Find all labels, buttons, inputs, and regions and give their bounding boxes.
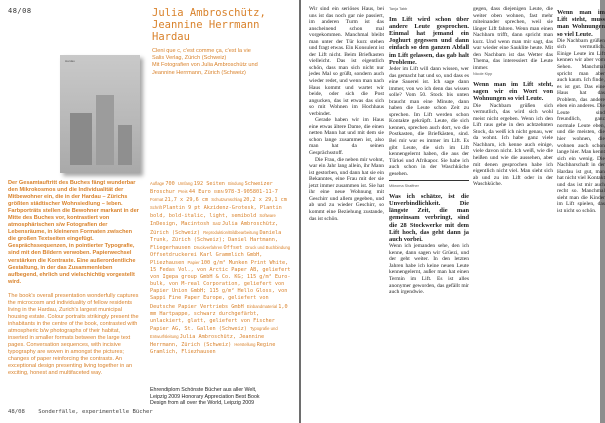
subtitle-line: Salis Verlag, Zürich (Schweiz) (152, 55, 227, 62)
spec-label: Schutzumschlag (211, 197, 244, 203)
project-title (152, 7, 292, 43)
title-line: Julia Ambroschütz, (152, 7, 266, 19)
spec-label: Auflage (150, 181, 166, 186)
spec-value: Offset (223, 244, 246, 251)
spec-value: 978-3-905801-11-7 (224, 189, 278, 196)
spec-value: InDesign, Macintosh (150, 221, 213, 228)
text-column (389, 6, 469, 416)
spec-label: Papier (187, 259, 201, 265)
spec-label: Bindung (228, 181, 245, 186)
spec-label: Druck und Buchbindung (245, 244, 291, 250)
quote-heading: Wenn man im Lift steht, sagen wir ein Wort von Wohnungen so viel Leute. (473, 81, 553, 103)
spec-value: Offsetdruckerei Karl Grammlich GmbH, Pliezhausen (150, 251, 263, 266)
subtitle-line: Cleni que c, c'est comme ça, c'est la vie (152, 48, 251, 54)
description-text (8, 180, 140, 384)
spec-value: 100 g/m² Munken Print White, 15 Fedas Vol., von Arctic Paper AB, geliefert von Igepa group GmbH & Co. KG; 115 g/m² Euro-bulk, von M-real Corporation, geliefert von Papier Union GmbH; 115 g/m² Hello Gloss, von Sappi Fine Paper Europe, geliefert von Deutsche Papier Vertriebs GmbH (150, 259, 291, 310)
body-paragraph: Jeder im Lift will dann wissen, wer das gemacht hat und so, und dass es eine Sauerei ist. Ich sage dann immer, von wo ich denn das wissen solle? Vom 50. Stock bis unten braucht man eine Minute, dann haben die Leute schon Zeit zu sprechen. Im Lift werden schon Kontakte gekrüpft. Leute, die sich kennen, sprechen auch dort, wo die Postkasten, die Briefkästen, sind. Bei mir war es immer im Lift. Es gibt Leute, die sich im Lift kennengelernt haben, die aus der Türkei und Afrikapor. Sie habe ich auch schon in der Waschküche gesehen. (389, 65, 469, 177)
spec-value: Daniela Trunk, Zürich (Schweiz); Daniel Hartmann, Fliegerhausen (150, 229, 282, 251)
spec-value: Julia Ambroschütz, Zürich (Schweiz) (150, 221, 279, 236)
book-cover-title: Hardau (65, 59, 75, 63)
spec-label: Typografie und Entwurfsleitung (150, 325, 278, 339)
spec-label: Preis (178, 189, 189, 195)
page-footer (8, 409, 153, 415)
spec-value: 700 (165, 181, 178, 187)
text-column (473, 6, 553, 416)
spec-value: 192 Seiten (193, 181, 229, 187)
right-page (301, 0, 605, 423)
body-paragraph: gegen, dass diejenigen Leute, die weiter oben wohnen, fast mehr miteinander sprechen, weil sie länger Lift fahren. Wenn man einen Nachbarn trifft, dann spricht man kurz. Und wenn man mir sagt, das war wieder eine Sauklite heute. Mit den Nachbarn ist das Wetter das Thema, das interessiert die Leute immer. (473, 6, 553, 71)
subtitle-line: Mit Fotografien von Julia Ambroschütz und (152, 62, 258, 69)
text-column (557, 6, 605, 416)
spec-value: Regine Gramlich, Fliezhausen (150, 341, 276, 356)
left-page (0, 0, 299, 423)
text-column (309, 6, 384, 416)
page-number: 48/08 (8, 7, 32, 15)
book-cover-photo (60, 55, 140, 173)
body-paragraph: Wir sind ein seriöses Haus, bei uns ist das noch gar nie passiert, im anderen Turm ist das anscheinend schon mal vorgekommen. Manchmal bleibt man unter der Tür kurz stehen und fragt etwas. Ein Konsulent ist der Lift nicht. Beim Briefkasten vielleicht. Das ist eigentlich schön, dass man sich nicht nur jedes Mal so grüßt, sondern auch wieder redet, und wenn man nach Haus kommt und wartet wir beide, oder sich die Post angucken, das ist etwas das sich so mit Wohnen im Hochhaus verbindet. (309, 6, 384, 117)
description-german: Der Gesamtauftritt des Buches fängt wunderbar den Mikrokosmos und die Individualität der Mitbewohner ein, die in der Hardau – Zürichs größten städtischer Wohnsiedlung – leben. Farbporträts stellen die Bewohner markant in der Mitte des Buches vor, kontrastiert von atmosphärischen s/w Fotografien der Lebensräume, in kleineren Formaten zwischen die großen Textseiten eingefügt. Gesprächssequenzen, in pointierter Typografie, sind mit den Bildern verwoben. Papierwechsel verstärken die Kontraste. Eine außerordentliche Gestaltung, in der das Zusammenleben aufbegend, ehrlich und vielschichtig vorgestellt wird. (8, 180, 139, 285)
subtitle-line: Jeannine Herrmann, Zürich (Schweiz) (152, 69, 246, 76)
award-line: Design from all over the World, Leipzig 2009 (150, 400, 255, 407)
quote-heading: Wenn man im Lift steht, muss man Wohnungen so viel Leute. (557, 9, 605, 38)
spec-value: Plantin 9 pt Akzidenz-Grotesk, Plantin bold, bold-italic, light, semibold (150, 205, 282, 220)
spec-value: Julia Ambroschütz, Jeannine Herrmann, Zürich (Schweiz) (150, 333, 265, 348)
body-paragraph: Die Frau, die neben mir wohnt, war ein Jahr lang allein, ihr Mann ist gestorben, und dann hat sie ein Bekanntes, eine Frau mit der sie jetzt immer zusammen ist. Sie hat ihr eine neue Wohnung mit Geschirr und allem gegeben, und ab und zu wieder Geschirr, so kommt eine Beziehung zustande, das ist schön. (309, 156, 384, 222)
cover-building-shape (118, 125, 132, 165)
title-line: Hardau (152, 31, 190, 43)
quote-heading: Was ich schätze, ist die Unverbindlichkeit. Die längste Zeit, die man gemeinsam verbringt, sind die 28 Stockwerke mit dem Lift hoch, das geht dann ja auch vorbei. (389, 192, 469, 244)
spec-label: Herstellung (234, 341, 257, 347)
interviewee-name: Mikroma Shaffner (389, 184, 419, 189)
award-line: Ehrendiplom Schönste Bücher aus aller Welt, (150, 387, 257, 393)
spec-label: Satz (212, 221, 223, 227)
description-english: The book's overall presentation wonderfully captures the microcosm and individuality of fellow residents living in the Hardau, Zurich's largest municipal housing estate. Colour portraits strikingly present the inhabitants in the centre of the book, contrasted with atmospheric b/w photographs of their habitat, inserted in smaller formats between the large text pages. Conversation sequences, with incisive typography are woven in amongst the pictures; changes of paper reinforcing the contrasts. An exceptional design presenting living together in an exciting, honest and multifaceted way. (8, 292, 139, 377)
spec-label: Umfang (177, 181, 194, 186)
spec-label: Format (150, 197, 165, 203)
body-paragraph: Wenn ich jemanden sehe, den ich kenne, dann sagen wir Grüezi, und der geht weiter. In den letzten Jahren habe ich keine neuen Leute kennengelernt, außer man hat einen Termin im Lift. Es ist alles anonymer geworden, das gefällt mir auch irgendwie. (389, 243, 469, 296)
footer-number: 48/08 (8, 409, 25, 415)
body-paragraph: Gerade haben wir im Haus eine etwas ältere Dame, die einen netten Mann hat und mit dem sie schon lange zusammen ist, also man hat da seinen Gesprächsstoff. (309, 117, 384, 157)
technical-specs (150, 180, 292, 356)
award-line: Leipzig 2009 Honorary Appreciation Best Book (150, 393, 260, 400)
cover-building-shape (96, 95, 114, 165)
spec-label: Reproduktion/Bildbearbeitung (203, 229, 260, 235)
spec-value: 20,2 x 29,1 cm (243, 197, 287, 204)
body-paragraph: Die Nachbarn grüßen sich vermutlich. Einige Leute im Lift kennen wir aber vom Sehen. Manchmal spricht man aber auch kaum. Ich finde, es ist gut. Das eine Haus hat das Problem, das andere eben ein anderes. Die Leute sind freundlich, ganz normale Leute eben, und die meisten, die hier wohnen, die wohnen auch schon lange hier. Man kennt sich ein wenig. Die Nachbarschaft in der Hardau ist gut, man hat nicht viel Kontakt und das ist mir auch recht so. Manchmal sieht man die Kinder im Lift spielen, das ist nicht so schön. (557, 37, 605, 215)
quote-heading: Im Lift wird schon über andere Leute gesprochen. Einmal hat jemand ein Joghurt gegessen und dann einfach so den ganzen Abfall im Lift gelassen, das gab halt Probleme. (389, 15, 469, 66)
title-line: Jeannine Herrmann (152, 19, 260, 31)
spec-label: Software (259, 213, 276, 219)
spec-label: Druckverfahren (193, 244, 224, 250)
spec-label: ISBN (213, 189, 225, 195)
spec-value: 1,0 mm Hartpappe, schwarz durchgefärbt, unlackiert, glatt, geliefert von Fischer Papier AG, St. Gallen (Schweiz) (150, 303, 288, 332)
spec-value: 44 Euro (188, 189, 214, 196)
body-paragraph: Die Nachbarn grüßen sich vermutlich, das wird sich wohl meist nicht ergeben. Wenn ich den Lift raus gehe in den achtzehnten Stock, da weiß ich nicht genau, wer da wohnt. Ich habe ganz viele Nachbarn, ich kenne auch einige, viele davon nicht. Ich weiß, wie die heißen und wie die aussehen, aber mit denen gesprochen habe ich eigentlich nicht viel. Man sieht sich ab und zu im Lift oder in der Waschküche. (473, 102, 553, 188)
spec-value: 21,7 x 29,6 cm (164, 197, 212, 204)
footer-section: Sonderfälle, experimentelle Bücher (38, 409, 153, 415)
cover-building-shape (70, 113, 92, 165)
interviewee-name: Nicole Kipp (473, 72, 493, 77)
publication-info (152, 48, 290, 77)
interviewee-name: Tanja Tabb (389, 7, 408, 11)
spec-label: Schrift (150, 205, 164, 211)
divider (389, 180, 469, 181)
spec-value: Schweizer Broschur (150, 181, 273, 196)
award-note (150, 387, 292, 407)
spec-label: Einbandmaterial (246, 303, 279, 309)
